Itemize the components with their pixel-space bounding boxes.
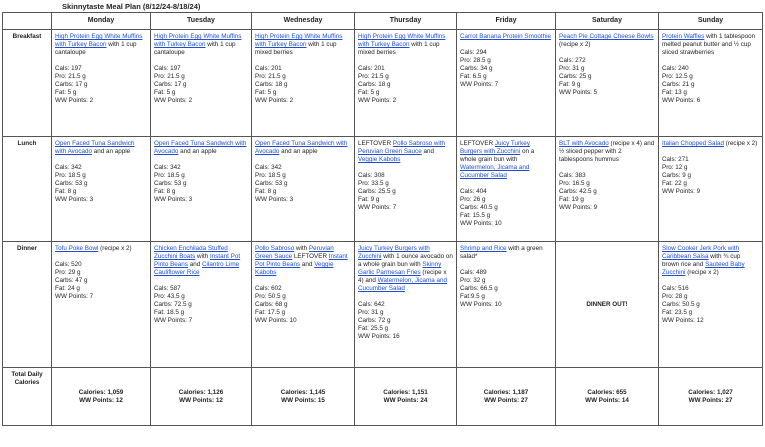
meal-note: with 1 cup mixed berries [358,41,440,56]
nutrition-line: Carbs: 72.5 g [154,301,192,308]
meal-note: (recipe x 2) [723,140,758,147]
nutrition-line: Fat: 15.5 g [460,212,491,219]
nutrition-line: Cals: 342 [255,164,282,171]
spacer [460,41,552,49]
nutrition-line: Pro: 29 g [55,269,81,276]
spacer [662,148,759,156]
nutrition-line: Pro: 18.5 g [154,172,185,179]
nutrition-line: Fat: 8 g [55,188,77,195]
meal-note: LEFTOVER [460,140,495,147]
nutrition-line: Carbs: 72 g [358,317,391,324]
totals-row [3,368,763,426]
recipe-link[interactable]: Peruvian Green Sauce [255,245,334,260]
nutrition-line: WW Points: 2 [358,97,397,104]
meal-note: (recipe x 2) [685,269,719,276]
recipe-link[interactable]: High Protein Egg White Muffins with Turkey Bacon [55,33,143,48]
nutrition-line: Carbs: 34 g [460,65,493,72]
nutrition-line: Cals: 587 [154,285,181,292]
nutrition-line: Cals: 272 [559,57,586,64]
nutrition-line: Fat: 22 g [662,180,687,187]
spacer [154,57,248,65]
breakfast-cell [252,30,355,137]
breakfast-cell [659,30,763,137]
daily-total-cell [52,368,151,426]
spacer [255,277,351,285]
nutrition-line: Carbs: 40.5 g [460,204,498,211]
nutrition-line: Pro: 12.5 g [662,73,693,80]
meal-note: with 1 tablespoon melted peanut butter and ½ cup sliced strawberries [662,33,756,56]
nutrition-line: Pro: 21.5 g [55,73,86,80]
nutrition-line: WW Points: 2 [55,97,94,104]
meal-note: with 1 cup cantaloupe [55,41,137,56]
nutrition-line: Cals: 642 [358,301,385,308]
day-header: Monday [52,13,151,30]
recipe-link[interactable]: Open Faced Tuna Sandwich with Avocado [55,140,135,155]
nutrition-line: Carbs: 47 g [55,277,88,284]
spacer [559,164,655,172]
recipe-link[interactable]: High Protein Egg White Muffins with Turkey Bacon [358,33,446,48]
daily-calories: Calories: 1,059 [78,388,124,396]
dinner-cell [457,242,556,368]
nutrition-line: WW Points: 16 [358,333,400,340]
meal-note: with ¾ cup brown rice and [662,253,741,268]
daily-calories: Calories: 1,027 [688,388,733,396]
meal-note: with a green salad* [460,245,543,260]
nutrition-line: WW Points: 6 [662,97,701,104]
breakfast-row [3,30,763,137]
nutrition-line: Pro: 18.5 g [255,172,286,179]
meal-description [559,33,655,49]
meal-description [255,140,351,156]
nutrition-line: Pro: 43.5 g [154,293,185,300]
dinner-out-cell: DINNER OUT! [556,242,659,368]
row-label-breakfast: Breakfast [3,30,52,137]
spacer [559,49,655,57]
dinner-row [3,242,763,368]
recipe-link[interactable]: High Protein Egg White Muffins with Turkey Bacon [154,33,242,48]
nutrition-line: Fat: 24 g [55,285,80,292]
recipe-link[interactable]: Skinny Garlic Parmesan Fries [358,261,442,276]
spacer [255,156,351,164]
daily-ww-points: WW Points: 12 [79,396,123,404]
recipe-link[interactable]: Pollo Sabroso with Peruvian Green Sauce [358,140,446,155]
meal-description [358,33,453,57]
nutrition-line: Fat: 9 g [559,81,581,88]
nutrition-line: Cals: 197 [55,65,82,72]
nutrition-line: Pro: 12 g [662,164,688,171]
meal-note: with 1 cup cantaloupe [154,41,236,56]
meal-note: and [187,261,202,268]
breakfast-cell [52,30,151,137]
lunch-cell [659,137,763,242]
nutrition-line: Fat: 8 g [255,188,277,195]
nutrition-line: Pro: 28 g [662,293,688,300]
recipe-link[interactable]: Watermelon, Jicama and Cucumber Salad [460,164,530,179]
meal-description [358,140,453,164]
recipe-link[interactable]: Open Faced Tuna Sandwich with Avocado [255,140,348,155]
recipe-link[interactable]: Italian Chopped Salad [662,140,724,147]
meal-description [460,245,552,261]
daily-total-cell [659,368,763,426]
day-header: Saturday [556,13,659,30]
recipe-link[interactable]: Slow Cooker Jerk Pork with Caribbean Salsa [662,245,739,260]
nutrition-line: Fat: 8 g [154,188,176,195]
daily-total-cell [457,368,556,426]
meal-description [559,140,655,164]
spacer [154,277,248,285]
nutrition-line: Cals: 602 [255,285,282,292]
nutrition-line: Carbs: 18 g [358,81,391,88]
nutrition-line: Cals: 294 [460,49,487,56]
spacer [662,277,759,285]
nutrition-line: WW Points: 3 [154,196,193,203]
meal-description [460,140,552,180]
meal-note: and an apple [92,148,131,155]
meal-note: (recipe x 2) [98,245,132,252]
meal-description [662,245,759,277]
recipe-link[interactable]: Veggie Kabobs [358,156,401,163]
dinner-cell [151,242,252,368]
nutrition-line: Fat: 5 g [55,89,77,96]
meal-description [55,140,147,156]
nutrition-line: Cals: 404 [460,188,487,195]
nutrition-line: Carbs: 50.5 g [662,301,700,308]
nutrition-line: Carbs: 17 g [154,81,187,88]
nutrition-line: WW Points: 10 [255,317,297,324]
recipe-link[interactable]: Shrimp and Rice [460,245,507,252]
nutrition-line: Pro: 26 g [460,196,486,203]
breakfast-cell [556,30,659,137]
nutrition-line: Pro: 33.5 g [358,180,389,187]
nutrition-line: Pro: 18.5 g [55,172,86,179]
nutrition-line: Pro: 21.5 g [358,73,389,80]
nutrition-line: Cals: 271 [662,156,689,163]
daily-ww-points: WW Points: 15 [281,396,325,404]
recipe-link[interactable]: Instant Pot Pinto Beans [255,253,348,268]
nutrition-line: WW Points: 3 [55,196,94,203]
nutrition-line: Cals: 342 [55,164,82,171]
lunch-row [3,137,763,242]
nutrition-line: WW Points: 3 [255,196,294,203]
daily-total-cell [556,368,659,426]
nutrition-line: WW Points: 2 [255,97,294,104]
nutrition-line: Carbs: 53 g [55,180,88,187]
nutrition-line: Fat: 19 g [559,196,584,203]
meal-description [154,140,248,156]
meal-plan-table [2,12,763,426]
spacer [255,57,351,65]
lunch-cell [355,137,457,242]
nutrition-line: Cals: 308 [358,172,385,179]
daily-calories: Calories: 1,126 [178,388,224,396]
daily-ww-points: WW Points: 24 [383,396,428,404]
spacer [358,164,453,172]
dinner-cell [659,242,763,368]
nutrition-line: Cals: 201 [358,65,385,72]
lunch-cell [52,137,151,242]
page-title: Skinnytaste Meal Plan (8/12/24-8/18/24) [62,2,201,11]
nutrition-line: Cals: 520 [55,261,82,268]
nutrition-line: Cals: 197 [154,65,181,72]
dinner-cell [52,242,151,368]
daily-total-cell [252,368,355,426]
daily-calories: Calories: 655 [587,388,627,396]
lunch-cell [151,137,252,242]
nutrition-line: Cals: 240 [662,65,689,72]
nutrition-line: Pro: 21.5 g [154,73,185,80]
spacer [358,57,453,65]
meal-note: with [195,253,211,260]
meal-note: and an apple [178,148,217,155]
meal-description [662,33,759,57]
nutrition-line: Carbs: 9 g [662,172,692,179]
meal-note: (recipe x 4) and ½ sliced pepper with 2 tablespoons hummus [559,140,655,163]
nutrition-line: WW Points: 9 [662,188,701,195]
nutrition-line: WW Points: 7 [358,204,397,211]
nutrition-line: Pro: 28.5 g [460,57,491,64]
nutrition-line: Fat: 13 g [662,89,687,96]
nutrition-line: Carbs: 53 g [255,180,288,187]
meal-note: (recipe x 2) [559,41,591,48]
nutrition-line: WW Points: 12 [662,317,704,324]
lunch-cell [556,137,659,242]
recipe-link[interactable]: Instant Pot Pinto Beans [154,253,241,268]
nutrition-line: WW Points: 10 [460,301,502,308]
day-header: Sunday [659,13,763,30]
day-header: Thursday [355,13,457,30]
meal-note: and [421,148,434,155]
nutrition-line: Cals: 342 [154,164,181,171]
dinner-cell [355,242,457,368]
row-label-lunch: Lunch [3,137,52,242]
nutrition-line: Fat: 5 g [255,89,277,96]
nutrition-line: Carbs: 25.5 g [358,188,396,195]
recipe-link[interactable]: BLT with Avocado [559,140,609,147]
meal-description [55,245,147,253]
recipe-link[interactable]: Sauteed Baby Zucchini [662,261,745,276]
daily-ww-points: WW Points: 27 [688,396,733,404]
meal-note: with 1 cup mixed berries [255,41,337,56]
recipe-link[interactable]: Watermelon, Jicama and Cucumber Salad [358,277,448,292]
meal-description [662,140,759,148]
meal-note: on a whole grain bun with [460,148,535,163]
daily-ww-points: WW Points: 14 [585,396,629,404]
daily-total-cell [355,368,457,426]
breakfast-cell [151,30,252,137]
meal-note: LEFTOVER [358,140,393,147]
recipe-link[interactable]: Juicy Turkey Burgers with Zucchini [358,245,430,260]
nutrition-line: WW Points: 2 [154,97,193,104]
nutrition-line: Pro: 16.5 g [559,180,590,187]
nutrition-line: WW Points: 7 [460,81,499,88]
recipe-link[interactable]: Chicken Enchilada Stuffed Zucchini Boats [154,245,228,260]
lunch-cell [252,137,355,242]
nutrition-line: Fat: 5 g [154,89,176,96]
nutrition-line: WW Points: 7 [55,293,94,300]
spacer [460,180,552,188]
recipe-link[interactable]: Protein Waffles [662,33,705,40]
daily-calories: Calories: 1,187 [483,388,529,396]
breakfast-cell [457,30,556,137]
nutrition-line: Fat: 17.5 g [255,309,286,316]
recipe-link[interactable]: Tofu Poke Bowl [55,245,99,252]
nutrition-line: Fat: 5 g [358,89,380,96]
nutrition-line: Cals: 516 [662,285,689,292]
daily-calories: Calories: 1,151 [383,388,428,396]
daily-calories: Calories: 1,145 [280,388,326,396]
spacer [55,156,147,164]
recipe-link[interactable]: Carrot Banana Protein Smoothie [460,33,552,40]
meal-note: with 1 ounce avocado on a whole grain bun with [358,253,453,268]
nutrition-line: WW Points: 10 [460,220,502,227]
spacer [460,261,552,269]
meal-description [154,245,248,277]
nutrition-line: Fat: 18.5 g [154,309,185,316]
recipe-link[interactable]: Juicy Turkey Burgers with Zucchini [460,140,530,155]
corner-cell [3,13,52,30]
recipe-link[interactable]: High Protein Egg White Muffins with Turkey Bacon [255,33,343,48]
daily-ww-points: WW Points: 12 [179,396,223,404]
day-header: Tuesday [151,13,252,30]
daily-ww-points: WW Points: 27 [484,396,528,404]
nutrition-line: Fat: 9 g [358,196,380,203]
day-header: Friday [457,13,556,30]
nutrition-line: Carbs: 18 g [255,81,288,88]
nutrition-line: Pro: 31 g [358,309,384,316]
nutrition-line: WW Points: 5 [559,89,598,96]
row-label-dinner: Dinner [3,242,52,368]
nutrition-line: Cals: 201 [255,65,282,72]
daily-total-cell [151,368,252,426]
nutrition-line: Carbs: 66.5 g [460,285,498,292]
nutrition-line: Fat: 23.5 g [662,309,693,316]
recipe-link[interactable]: Veggie Kabobs [255,261,334,276]
spacer [55,253,147,261]
nutrition-line: Fat:9.5 g [460,293,485,300]
recipe-link[interactable]: Open Faced Tuna Sandwich with Avocado [154,140,247,155]
nutrition-line: Carbs: 25 g [559,73,592,80]
nutrition-line: Carbs: 53 g [154,180,187,187]
lunch-cell [457,137,556,242]
breakfast-cell [355,30,457,137]
nutrition-line: Pro: 31 g [559,65,585,72]
meal-description [55,33,147,57]
meal-note: and [300,261,315,268]
nutrition-line: WW Points: 7 [154,317,193,324]
nutrition-line: Pro: 21.5 g [255,73,286,80]
meal-note: (recipe x 4) and [358,269,447,284]
meal-description [154,33,248,57]
recipe-link[interactable]: Peach Pie Cottage Cheese Bowls [559,33,654,40]
nutrition-line: Carbs: 42.5 g [559,188,597,195]
nutrition-line: Pro: 50.5 g [255,293,286,300]
meal-description [255,33,351,57]
row-label-total: Total Daily Calories [3,368,52,426]
spacer [358,293,453,301]
spacer [154,156,248,164]
header-row [3,13,763,30]
spacer [662,57,759,65]
meal-description [255,245,351,277]
meal-description [358,245,453,293]
day-header: Wednesday [252,13,355,30]
nutrition-line: Carbs: 17 g [55,81,88,88]
meal-note: and an apple [279,148,318,155]
spacer [55,57,147,65]
nutrition-line: Carbs: 68 g [255,301,288,308]
recipe-link[interactable]: Pollo Sabroso [255,245,295,252]
meal-note: with [294,245,309,252]
nutrition-line: Cals: 383 [559,172,586,179]
nutrition-line: Carbs: 21 g [662,81,695,88]
nutrition-line: Pro: 32 g [460,277,486,284]
meal-description [460,33,552,41]
recipe-link[interactable]: Cilantro Lime Cauliflower Rice [154,261,240,276]
meal-note: LEFTOVER [292,253,329,260]
nutrition-line: Fat: 25.5 g [358,325,389,332]
nutrition-line: Fat: 6.5 g [460,73,487,80]
dinner-cell [252,242,355,368]
nutrition-line: Cals: 489 [460,269,487,276]
nutrition-line: WW Points: 9 [559,204,598,211]
